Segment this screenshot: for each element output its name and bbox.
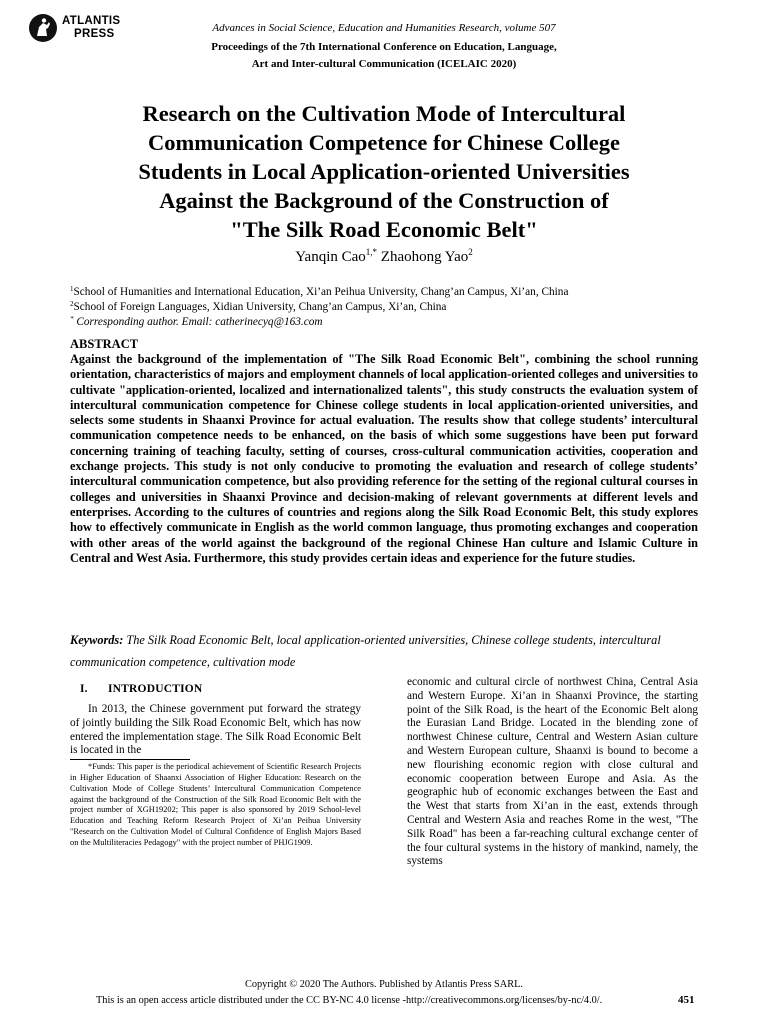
affiliation-marker: 2	[70, 300, 74, 308]
corresponding-author-text[interactable]: Corresponding author. Email: catherinecyq@163.com	[76, 316, 323, 328]
affiliation-marker: *	[70, 315, 74, 323]
author-name: Zhaohong Yao	[380, 249, 469, 265]
corresponding-author	[70, 312, 323, 329]
title-line: Research on the Cultivation Mode of Intercultural	[142, 101, 626, 126]
page-number: 451	[678, 994, 695, 1006]
keywords-text: The Silk Road Economic Belt, local application-oriented universities, Chinese college students, intercultural communication competence, cultivation mode	[70, 633, 661, 669]
affiliation-text: School of Foreign Languages, Xidian University, Chang’an Campus, Xi’an, China	[73, 301, 447, 313]
series-title: Advances in Social Science, Education and Humanities Research, volume 507	[212, 22, 556, 34]
license-notice[interactable]: This is an open access article distributed under the CC BY-NC 4.0 license -http://creativecommons.org/licenses/by-nc/4.0/.	[96, 995, 603, 1006]
author-list	[0, 247, 768, 266]
proceedings-line-1: Proceedings of the 7th International Conference on Education, Language,	[211, 41, 557, 53]
introduction-paragraph: In 2013, the Chinese government put forward the strategy of jointly building the Silk Road Economic Belt, which has now entered the implementation stage. The Silk Road Economic Belt is located in the	[70, 703, 361, 757]
section-number: I.	[80, 683, 88, 695]
title-line: Communication Competence for Chinese College	[147, 130, 621, 155]
right-column-text: economic and cultural circle of northwest China, Central Asia and Western Europe. Xi’an in Shaanxi Province, the starting point of the Silk Road, is the heart of the Economic Belt along the Eurasian Land Bridge. Located in the blending zone of northwest Chinese culture, Central and Western Asian culture and Western European culture, Shaanxi is bound to become a new flourishing economic region with close cultural and economic cooperation between Europe and Asia. As the geographic hub of economic exchanges between the East and the West that starts from Xi’an in the east, extends through Central and Western Asia and reaches Rome in the west, "The Silk Road" has been a far-reaching cultural exchange center of the four cultural systems in the history of mankind, namely, the systems	[407, 676, 698, 868]
abstract-body: Against the background of the implementation of "The Silk Road Economic Belt", combining the school running orientation, characteristics of majors and employment channels of local application-oriented colleges and universities to cultivate "application-oriented, localized and internationalized talents", this study constructs the evaluation system of intercultural communication competence for Chinese college students in local application-oriented universities, and selects some students in Shaanxi Province for actual evaluation. The results show that college students’ intercultural communication competence needs to be enhanced, on the basis of which some suggestions have been put forward concerning training of teaching faculty, setting of courses, cross-cultural communication activities, cooperation and exchange projects. This study is not only conducive to promoting the evaluation and research of college students’ intercultural communication competence, but also providing reference for the setting of the regional cultural courses in colleges and universities in Shaanxi Province and decision-making of relevant governments at different levels and enterprises. According to the cultures of countries and regions along the Silk Road Economic Belt, this study explores how to effectively communicate in English as the world common language, thus promoting exchanges and cooperation with other areas of the world against the background of the regional Chinese Han culture and Islamic Culture in Central and West Asia. Furthermore, this study provides certain ideas and experience for the future studies.	[70, 352, 698, 565]
logo-text-line2: PRESS	[74, 28, 115, 40]
atlantis-press-logo[interactable]	[28, 13, 128, 45]
proceedings-line-2: Art and Inter-cultural Communication (ICELAIC 2020)	[251, 58, 517, 70]
title-line: Students in Local Application-oriented Universities	[138, 159, 630, 184]
footnote-divider	[70, 759, 190, 760]
title-line: Against the Background of the Construction of	[159, 188, 609, 213]
author-affiliation-marker: 2	[468, 247, 473, 257]
section-heading	[80, 683, 361, 695]
affiliation-marker: 1	[70, 285, 74, 293]
left-column	[70, 683, 361, 849]
paper-title	[60, 99, 708, 244]
affiliation-text: School of Humanities and International Education, Xi’an Peihua University, Chang’an Campus, Xi’an, China	[73, 286, 569, 298]
funding-footnote: *Funds: This paper is the periodical achievement of Scientific Research Projects in Higher Education of Shaanxi Association of Higher Education: Research on the Cultivation Mode of College Students’ Intercultural Communication Competence against the background of the Construction of the Silk Road Economic Belt with the project number of XGH19202; This paper is also sponsored by 2019 School-level Education and Teaching Reform Research Project of Xi’an Peihua University "Research on the Cultivation Model of Cultural Confidence of English Majors Based on the Multiliteracies Pedagogy" with the project number of PHJG1909.	[70, 762, 361, 847]
keywords	[70, 629, 698, 673]
abstract-heading: ABSTRACT	[70, 337, 139, 351]
author-name: Yanqin Cao	[295, 249, 366, 265]
section-title: INTRODUCTION	[108, 683, 203, 695]
copyright-notice: Copyright © 2020 The Authors. Published by Atlantis Press SARL.	[245, 979, 523, 990]
logo-text-line1: ATLANTIS	[62, 15, 121, 27]
title-line: "The Silk Road Economic Belt"	[230, 217, 538, 242]
keywords-label: Keywords:	[70, 633, 124, 647]
author-affiliation-marker: 1,*	[365, 247, 378, 257]
atlantis-figure-icon	[28, 13, 58, 43]
